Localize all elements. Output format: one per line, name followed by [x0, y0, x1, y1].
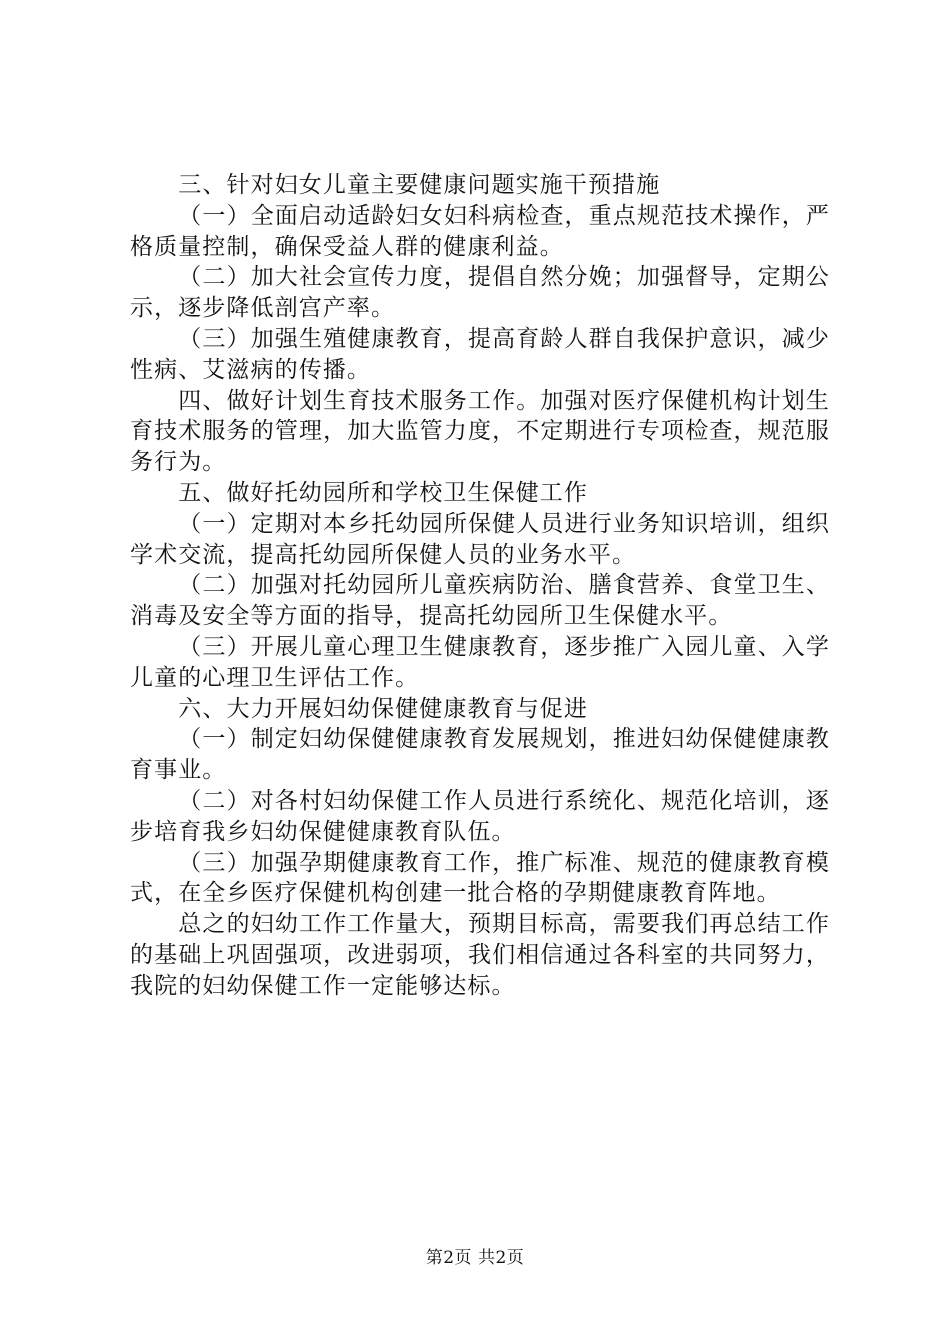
- page-number: 第2页 共2页: [425, 1248, 525, 1268]
- section-heading-3: 三、针对妇女儿童主要健康问题实施干预措施: [178, 172, 661, 198]
- paragraph-5-3: （三）开展儿童心理卫生健康教育，逐步推广入园儿童、入学儿童的心理卫生评估工作。: [130, 633, 830, 691]
- section-heading-6: 六、大力开展妇幼保健健康教育与促进: [178, 695, 588, 722]
- conclusion-paragraph: 总之的妇幼工作工作量大，预期目标高，需要我们再总结工作的基础上巩固强项，改进弱项，我们相信通过各科室的共同努力，我院的妇幼保健工作一定能够达标。: [130, 911, 830, 999]
- paragraph-6-1: （一）制定妇幼保健健康教育发展规划，推进妇幼保健健康教育事业。: [130, 726, 830, 784]
- paragraph-6-3: （三）加强孕期健康教育工作，推广标准、规范的健康教育模式，在全乡医疗保健机构创建一批合格的孕期健康教育阵地。: [130, 849, 830, 907]
- paragraph-5-2: （二）加强对托幼园所儿童疾病防治、膳食营养、食堂卫生、消毒及安全等方面的指导，提高托幼园所卫生保健水平。: [130, 572, 830, 630]
- paragraph-6-2: （二）对各村妇幼保健工作人员进行系统化、规范化培训，逐步培育我乡妇幼保健健康教育队伍。: [130, 787, 830, 845]
- paragraph-3-3: （三）加强生殖健康教育，提高育龄人群自我保护意识，减少性病、艾滋病的传播。: [130, 325, 830, 383]
- paragraph-5-1: （一）定期对本乡托幼园所保健人员进行业务知识培训，组织学术交流，提高托幼园所保健人员的业务水平。: [130, 510, 830, 568]
- paragraph-3-2: （二）加大社会宣传力度，提倡自然分娩；加强督导，定期公示，逐步降低剖宫产率。: [130, 264, 830, 322]
- document-body: [130, 170, 830, 1002]
- paragraph-3-1: （一）全面启动适龄妇女妇科病检查，重点规范技术操作，严格质量控制，确保受益人群的健康利益。: [130, 202, 830, 260]
- section-heading-5: 五、做好托幼园所和学校卫生保健工作: [178, 479, 588, 506]
- section-paragraph-4: 四、做好计划生育技术服务工作。加强对医疗保健机构计划生育技术服务的管理，加大监管力度，不定期进行专项检查，规范服务行为。: [130, 387, 830, 476]
